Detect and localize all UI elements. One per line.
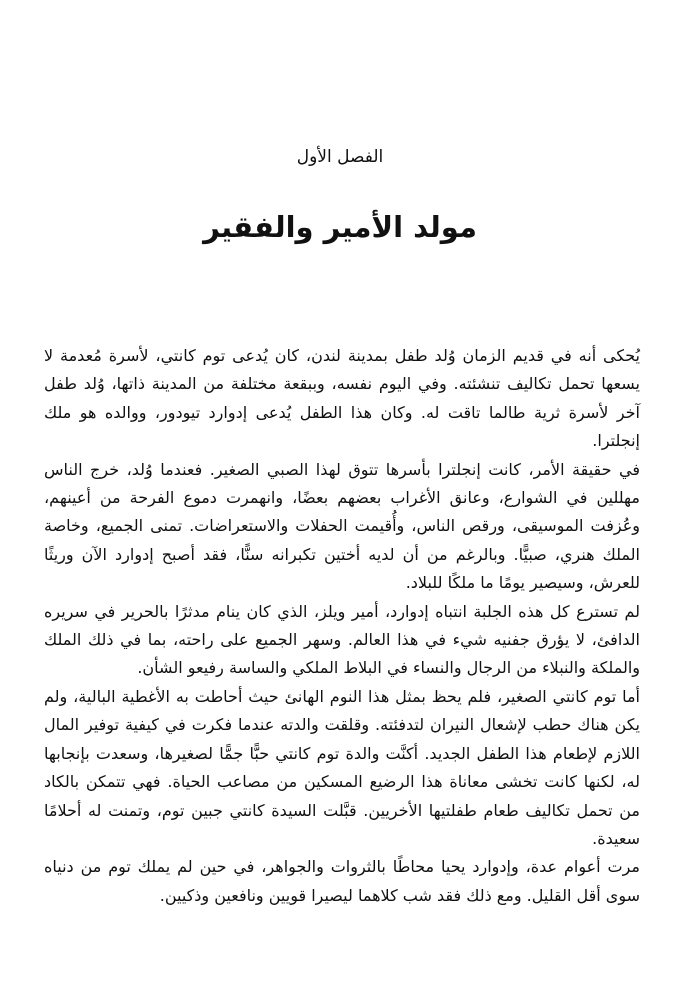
paragraph-3: لم تسترع كل هذه الجلبة انتباه إدوارد، أمير ويلز، الذي كان ينام مدثرًا بالحرير في سريره الدافئ، لا يؤرق جفنيه شيء في هذا العالم. وسهر الجميع على راحته، بما في ذلك الملك والملكة والنبلاء من الرجال والنساء في البلاط الملكي والساسة رفيعو الشأن. <box>44 601 640 678</box>
chapter-label: الفصل الأول <box>296 147 384 167</box>
paragraph-2: في حقيقة الأمر، كانت إنجلترا بأسرها تتوق لهذا الصبي الصغير. فعندما وُلد، خرج الناس مهللين في الشوارع، وعانق الأغراب بعضهم بعضًا، وانهمرت دموع الفرحة من أعينهم، وعُزفت الموسيقى، ورقص الناس، وأُقيمت الحفلات والاستعراضات. تمنى الجميع، وخاصة الملك هنري، صبيًّا. وبالرغم من أن لديه أختين تكبرانه سنًّا، فقد أصبح إدوارد الآن وريثًا للعرش، وسيصير يومًا ما ملكًا للبلاد. <box>44 459 640 593</box>
chapter-title: مولد الأمير والفقير <box>203 210 477 244</box>
paragraph-4: أما توم كانتي الصغير، فلم يحظ بمثل هذا النوم الهانئ حيث أحاطت به الأغطية البالية، ولم يكن هناك حطب لإشعال النيران لتدفئته. وقلقت والدته عندما فكرت في كيفية توفير المال اللازم لإطعام هذا الطفل الجديد. أكنَّت والدة توم كانتي حبًّا جمًّا لصغيرها، وسعدت بإنجابها له، لكنها كانت تخشى معاناة هذا الرضيع المسكين من مصاعب الحياة. فهي تتمكن بالكاد من تحمل تكاليف طعام طفلتيها الأخريين. قبَّلت السيدة كانتي جبين توم، وتمنت له أحلامًا سعيدة. <box>44 686 640 848</box>
paragraph-1: يُحكى أنه في قديم الزمان وُلد طفل بمدينة لندن، كان يُدعى توم كانتي، لأسرة مُعدمة لا يسعها تحمل تكاليف تنشئته. وفي اليوم نفسه، وببقعة مختلفة من المدينة ذاتها، وُلد طفل آخر لأسرة ثرية طالما تاقت له. وكان هذا الطفل يُدعى إدوارد تيودور، ووالده هو ملك إنجلترا. <box>44 346 640 451</box>
chapter-body <box>44 342 640 910</box>
paragraph-5: مرت أعوام عدة، وإدوارد يحيا محاطًا بالثروات والجواهر، في حين لم يملك توم من دنياه سوى أقل القليل. ومع ذلك فقد شب كلاهما ليصيرا قويين ونافعين وذكيين. <box>44 857 640 905</box>
